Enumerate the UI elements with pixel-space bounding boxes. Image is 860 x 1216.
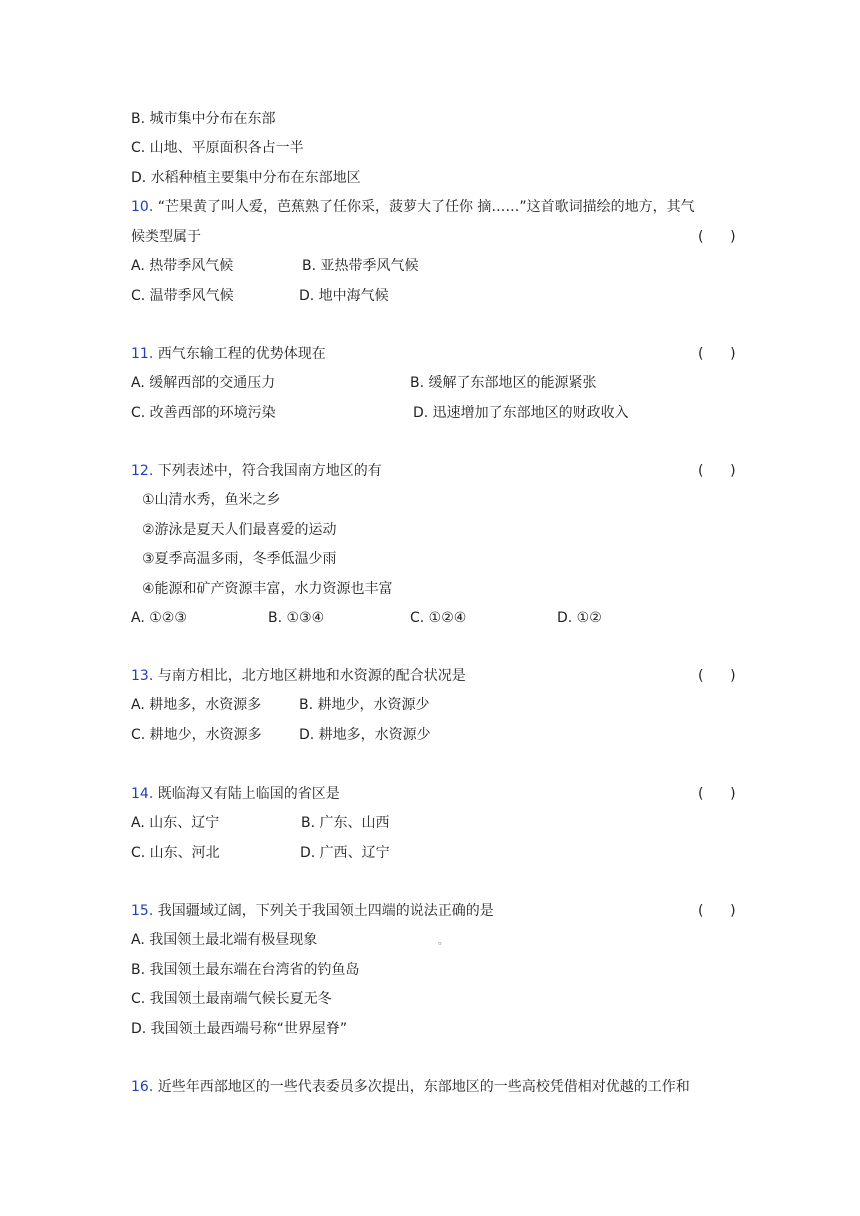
q16-stem [131, 1077, 690, 1097]
q11-answer-blank: ( ) [698, 346, 736, 362]
q13-answer-blank: ( ) [698, 668, 736, 684]
q14-stem-text: 既临海又有陆上临国的省区是 [157, 786, 340, 802]
stray-period-mark: 。 [438, 936, 448, 947]
q12-statement-3: ③夏季高温多雨，冬季低温少雨 [142, 551, 337, 567]
q12-statement-2: ②游泳是夏天人们最喜爱的运动 [142, 522, 337, 538]
q12-stem-text: 下列表述中，符合我国南方地区的有 [157, 463, 382, 479]
q14-option-d: D. 广西、辽宁 [300, 845, 390, 861]
q13-option-a: A. 耕地多，水资源多 [131, 697, 262, 713]
q10-option-b: B. 亚热带季风气候 [302, 258, 419, 274]
q15-answer-blank: ( ) [698, 903, 736, 919]
q10-option-c: C. 温带季风气候 [131, 288, 234, 304]
q13-stem-text: 与南方相比，北方地区耕地和水资源的配合状况是 [157, 668, 466, 684]
q12-answer-blank: ( ) [698, 463, 736, 479]
q14-option-b: B. 广东、山西 [301, 815, 390, 831]
q12-stem [131, 461, 382, 481]
q10-option-d: D. 地中海气候 [299, 288, 389, 304]
q9-option-d: D. 水稻种植主要集中分布在东部地区 [131, 170, 361, 186]
q10-stem-text: “芒果黄了叫人爱，芭蕉熟了任你采，菠萝大了任你 摘……”这首歌词描绘的地方，其气 [157, 199, 695, 215]
q15-number: 15. [131, 903, 154, 919]
q11-stem-text: 西气东输工程的优势体现在 [157, 346, 326, 362]
q12-option-c: C. ①②④ [410, 610, 467, 626]
q11-option-b: B. 缓解了东部地区的能源紧张 [410, 375, 597, 391]
q11-option-c: C. 改善西部的环境污染 [131, 405, 276, 421]
q12-number: 12. [131, 463, 154, 479]
q10-answer-blank: ( ) [698, 229, 736, 245]
q10-stem-line2: 候类型属于 [131, 229, 201, 245]
q11-stem [131, 344, 326, 364]
q11-option-d: D. 迅速增加了东部地区的财政收入 [413, 405, 629, 421]
q13-option-d: D. 耕地多，水资源少 [299, 727, 431, 743]
q12-option-b: B. ①③④ [268, 610, 325, 626]
q12-statement-1: ①山清水秀，鱼米之乡 [142, 492, 281, 508]
q9-option-b: B. 城市集中分布在东部 [131, 111, 276, 127]
q10-option-a: A. 热带季风气候 [131, 258, 234, 274]
q15-option-a: A. 我国领土最北端有极昼现象 [131, 932, 318, 948]
q14-option-a: A. 山东、辽宁 [131, 815, 220, 831]
q15-stem [131, 901, 494, 921]
q13-option-c: C. 耕地少，水资源多 [131, 727, 262, 743]
q16-stem-text: 近些年西部地区的一些代表委员多次提出，东部地区的一些高校凭借相对优越的工作和 [157, 1079, 690, 1095]
q15-stem-text: 我国疆域辽阔，下列关于我国领土四端的说法正确的是 [157, 903, 494, 919]
q14-stem [131, 784, 340, 804]
q9-option-c: C. 山地、平原面积各占一半 [131, 140, 304, 156]
q10-stem-line1 [131, 197, 695, 217]
q15-option-d: D. 我国领土最西端号称“世界屋脊” [131, 1021, 348, 1037]
q13-number: 13. [131, 668, 154, 684]
q14-answer-blank: ( ) [698, 786, 736, 802]
q11-number: 11. [131, 346, 154, 362]
q14-number: 14. [131, 786, 154, 802]
q13-stem [131, 666, 466, 686]
q10-number: 10. [131, 199, 154, 215]
q13-option-b: B. 耕地少，水资源少 [299, 697, 430, 713]
q15-option-b: B. 我国领土最东端在台湾省的钓鱼岛 [131, 962, 360, 978]
q12-statement-4: ④能源和矿产资源丰富，水力资源也丰富 [142, 581, 393, 597]
q14-option-c: C. 山东、河北 [131, 845, 220, 861]
q12-option-d: D. ①② [557, 610, 602, 626]
q15-option-c: C. 我国领土最南端气候长夏无冬 [131, 991, 332, 1007]
q16-number: 16. [131, 1079, 154, 1095]
q11-option-a: A. 缓解西部的交通压力 [131, 375, 276, 391]
q12-option-a: A. ①②③ [131, 610, 187, 626]
